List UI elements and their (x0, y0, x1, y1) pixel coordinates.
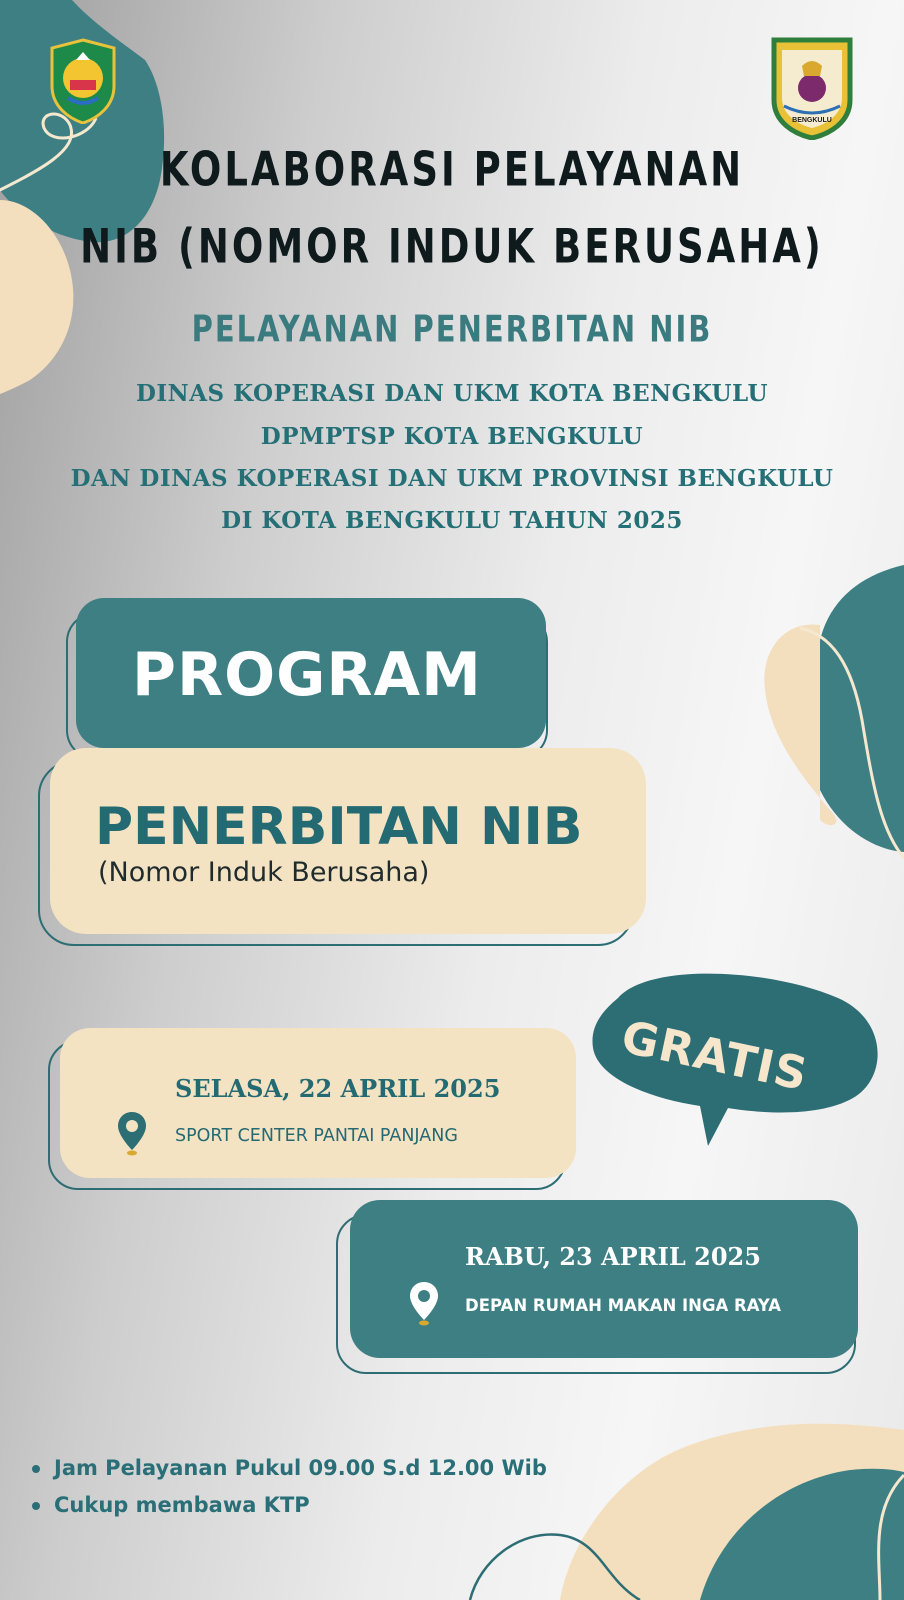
right-logo-text: BENGKULU (792, 117, 832, 124)
program-name: PENERBITAN NIB (95, 797, 583, 857)
location-pin-icon (408, 1280, 440, 1326)
org-line-1: DINAS KOPERASI DAN UKM KOTA BENGKULU (135, 380, 769, 407)
location-pin-icon (116, 1110, 148, 1156)
schedule1-date: SELASA, 22 APRIL 2025 (175, 1074, 501, 1103)
list-item (30, 1450, 547, 1487)
subtitle: PELAYANAN PENERBITAN NIB (191, 307, 713, 351)
kota-bengkulu-emblem-icon (48, 38, 118, 124)
program-label: PROGRAM (132, 640, 482, 710)
gratis-badge-text: GRATIS (616, 1010, 813, 1102)
program-name-sub: (Nomor Induk Berusaha) (98, 857, 430, 888)
note-text: Jam Pelayanan Pukul 09.00 S.d 12.00 Wib (54, 1456, 547, 1480)
provinsi-bengkulu-emblem-icon (770, 36, 854, 140)
bullet-icon (32, 1465, 40, 1473)
schedule2-card (350, 1200, 858, 1358)
bullet-icon (32, 1502, 40, 1510)
main-title-line2: NIB (NOMOR INDUK BERUSAHA) (80, 218, 824, 275)
notes-list (30, 1450, 547, 1524)
schedule1-location: SPORT CENTER PANTAI PANJANG (175, 1126, 458, 1146)
org-line-3: DAN DINAS KOPERASI DAN UKM PROVINSI BENGKULU (70, 465, 834, 492)
org-line-4: DI KOTA BENGKULU TAHUN 2025 (221, 507, 683, 534)
note-text: Cukup membawa KTP (54, 1493, 310, 1517)
main-title-line1: KOLABORASI PELAYANAN (159, 141, 745, 198)
org-line-2: DPMPTSP KOTA BENGKULU (260, 423, 644, 450)
list-item (30, 1487, 547, 1524)
schedule2-date: RABU, 23 APRIL 2025 (465, 1242, 761, 1271)
schedule2-location: DEPAN RUMAH MAKAN INGA RAYA (465, 1296, 782, 1315)
